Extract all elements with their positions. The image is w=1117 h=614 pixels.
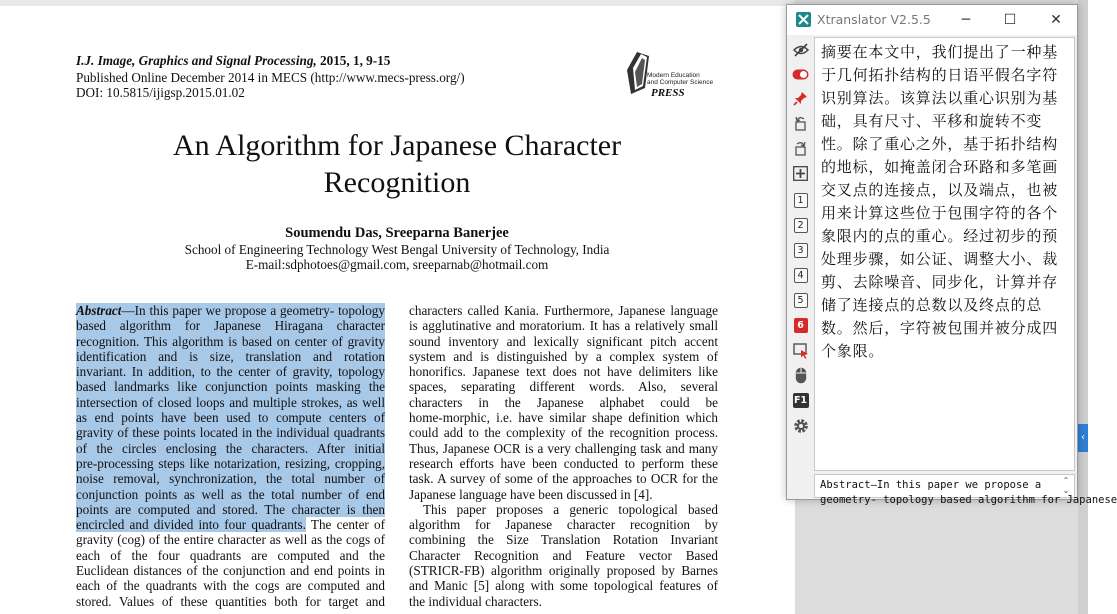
published-line: Published Online December 2014 in MECS (http://www.mecs-press.org/) bbox=[76, 70, 465, 85]
preset-3-button[interactable]: 3 bbox=[792, 242, 809, 259]
abstract-column bbox=[76, 303, 385, 609]
abstract-heading: Abstract bbox=[76, 303, 122, 318]
translation-output[interactable] bbox=[814, 37, 1075, 471]
mecs-press-logo bbox=[623, 48, 723, 104]
abstract-line: as end points have been used to compute centers of bbox=[76, 410, 385, 426]
intro-line: Japanese language have been discussed in [4]. bbox=[409, 486, 653, 502]
intro-line: task. A survey of some of the approaches to OCR for the bbox=[409, 471, 718, 487]
journal-issue: 2015, 1, 9-15 bbox=[316, 53, 391, 68]
preset-4-button[interactable]: 4 bbox=[792, 267, 809, 284]
intro-line: research efforts have been conducted to perform these bbox=[409, 455, 718, 471]
eye-slash-icon[interactable] bbox=[792, 41, 809, 58]
xtranslator-window bbox=[786, 4, 1117, 506]
logo-press-word: PRESS bbox=[651, 87, 685, 99]
abstract-line: noise removal, synchronization, the total number of bbox=[76, 471, 385, 487]
xtranslator-app-icon bbox=[796, 12, 811, 27]
abstract-line: intersection of closed loops and multiple strokes, as well bbox=[76, 394, 385, 410]
preset-1-button[interactable]: 1 bbox=[792, 192, 809, 209]
pin-icon[interactable] bbox=[792, 90, 809, 107]
abstract-line: encircled and divided into four quadrants. The center of bbox=[76, 517, 385, 533]
paper-affiliation: School of Engineering Technology West Bengal University of Technology, India bbox=[184, 242, 610, 257]
abstract-line: based landmarks like conjunction points masking the bbox=[76, 379, 385, 395]
abstract-line: pre-processing steps like notarization, resizing, cropping, bbox=[76, 455, 385, 471]
paper-authors: Soumendu Das, Sreeparna Banerjee bbox=[285, 225, 509, 241]
abstract-line: Abstract—In this paper we propose a geometry- topology bbox=[76, 303, 385, 318]
intro-line: and Manic [5] along with some topological features of bbox=[409, 578, 718, 594]
intro-line: home-morphic, i.e. have similar shape definition which bbox=[409, 410, 718, 426]
intro-line: could add to the complexity of the recognition process. bbox=[409, 425, 718, 441]
paper-email: E-mail:sdphotoes@gmail.com, sreeparnab@hotmail.com bbox=[245, 257, 549, 272]
intro-line: characters in the Japanese alphabet could be bbox=[409, 394, 718, 410]
doi-line: DOI: 10.5815/ijigsp.2015.01.02 bbox=[76, 85, 245, 100]
abstract-line: stored. Values of these quantities both for target and bbox=[76, 593, 385, 609]
intro-column bbox=[409, 303, 718, 609]
journal-name bbox=[76, 53, 390, 69]
preset-2-button[interactable]: 2 bbox=[792, 217, 809, 234]
logo-line2: and Computer Science bbox=[647, 79, 714, 86]
abstract-line: conjunction points as well as the total number of end bbox=[76, 486, 385, 502]
preset-5-button[interactable]: 5 bbox=[792, 292, 809, 309]
side-tab-button[interactable]: ‹ bbox=[1078, 424, 1088, 452]
preset-6-button[interactable]: 6 bbox=[792, 317, 809, 334]
abstract-line: gravity of these points located in the individual quadrants bbox=[76, 425, 385, 441]
pdf-top-border bbox=[0, 0, 795, 6]
f1-help-button[interactable]: F1 bbox=[793, 395, 808, 406]
intro-line: combining the Size Translation Rotation Invariant bbox=[409, 532, 718, 548]
toggle-icon[interactable] bbox=[792, 66, 809, 83]
abstract-line: each of the quadrants with the cogs are computed and bbox=[76, 578, 385, 594]
abstract-line: invariant. In addition, to the center of gravity, topology bbox=[76, 364, 385, 380]
mouse-icon[interactable] bbox=[792, 367, 809, 384]
title-line-1: An Algorithm for Japanese Character bbox=[172, 129, 622, 162]
settings-icon[interactable] bbox=[792, 417, 809, 434]
window-title: Xtranslator V2.5.5 bbox=[817, 12, 931, 27]
intro-line: algorithm for Japanese character recognition by bbox=[409, 517, 718, 533]
abstract-line: Euclidean distances of the conjunction and end points in bbox=[76, 563, 385, 579]
rotate-right-icon[interactable] bbox=[792, 140, 809, 157]
add-icon[interactable] bbox=[792, 165, 809, 182]
intro-line: the individual characters. bbox=[409, 593, 542, 609]
vertical-scrollbar[interactable] bbox=[1078, 0, 1088, 614]
journal-title: I.J. Image, Graphics and Signal Processing, bbox=[76, 53, 317, 68]
intro-line: characters called Kania. Furthermore, Japanese language bbox=[409, 303, 718, 318]
close-button[interactable]: ✕ bbox=[1050, 12, 1062, 28]
intro-line: is agglutinative and moratorium. It has a relatively small bbox=[409, 318, 718, 334]
intro-line: honorifics. Japanese text does not have delimiters like bbox=[409, 364, 718, 380]
abstract-line: recognition. This algorithm is based on center of gravity bbox=[76, 333, 385, 349]
title-bar[interactable] bbox=[787, 5, 1077, 35]
screenshot-icon[interactable] bbox=[792, 342, 809, 359]
maximize-button[interactable]: ☐ bbox=[1003, 12, 1017, 28]
paper-title bbox=[76, 127, 718, 201]
source-text-line-2: geometry- topology based algorithm for Japanese bbox=[820, 494, 1117, 506]
intro-line: This paper proposes a generic topological based bbox=[423, 501, 718, 517]
intro-line: spaces, separating different words. Also, several bbox=[409, 379, 718, 395]
rotate-left-icon[interactable] bbox=[792, 115, 809, 132]
abstract-line: gravity (cog) of the entire character as well as the cogs of bbox=[76, 532, 385, 548]
translation-text: 摘要在本文中，我们提出了一种基于几何拓扑结构的日语平假名字符识别算法。该算法以重心识别为基础，具有尺寸、平移和旋转不变性。除了重心之外，基于拓扑结构的地标，如掩盖闭合环路和多笔画交叉点的连接点，以及端点，也被用来计算这些位于包围字符的各个象限内的点的重心。经过初步的预处理步骤，如公证、调整大小、裁剪、去除噪音、同步化，计算并存储了连接点的总数以及终点的总数。然后，字符被包围并被分成四个象限。 bbox=[821, 43, 1059, 360]
intro-line: system and is distinguished by a complex system of bbox=[409, 348, 718, 364]
abstract-line: points are computed and stored. The character is then bbox=[76, 501, 385, 517]
abstract-line: each of the four quadrants are computed and the bbox=[76, 547, 385, 563]
minimize-button[interactable]: ─ bbox=[961, 12, 971, 28]
intro-line: Thus, Japanese OCR is a very challenging task and many bbox=[409, 440, 718, 456]
input-scroll-arrows[interactable]: ⌃ ⌄ bbox=[1062, 476, 1070, 495]
source-text-input[interactable] bbox=[814, 474, 1117, 506]
intro-line: Character Recognition and Feature vector Based bbox=[409, 547, 718, 563]
toolbar-sidebar bbox=[787, 35, 813, 499]
abstract-line: identification and is size, translation and rotation bbox=[76, 348, 385, 364]
abstract-line: of the circles enclosing the characters. After initial bbox=[76, 440, 385, 456]
abstract-line: based algorithm for Japanese Hiragana character bbox=[76, 318, 385, 334]
source-text-line-1: Abstract—In this paper we propose a bbox=[820, 479, 1042, 491]
intro-line: sound inventory and lexically significant pitch accent bbox=[409, 333, 718, 349]
logo-line1: Modern Education bbox=[647, 72, 700, 79]
title-line-2: Recognition bbox=[323, 166, 471, 199]
intro-line: (STRICR-FB) algorithm originally proposed by Barnes bbox=[409, 563, 718, 579]
